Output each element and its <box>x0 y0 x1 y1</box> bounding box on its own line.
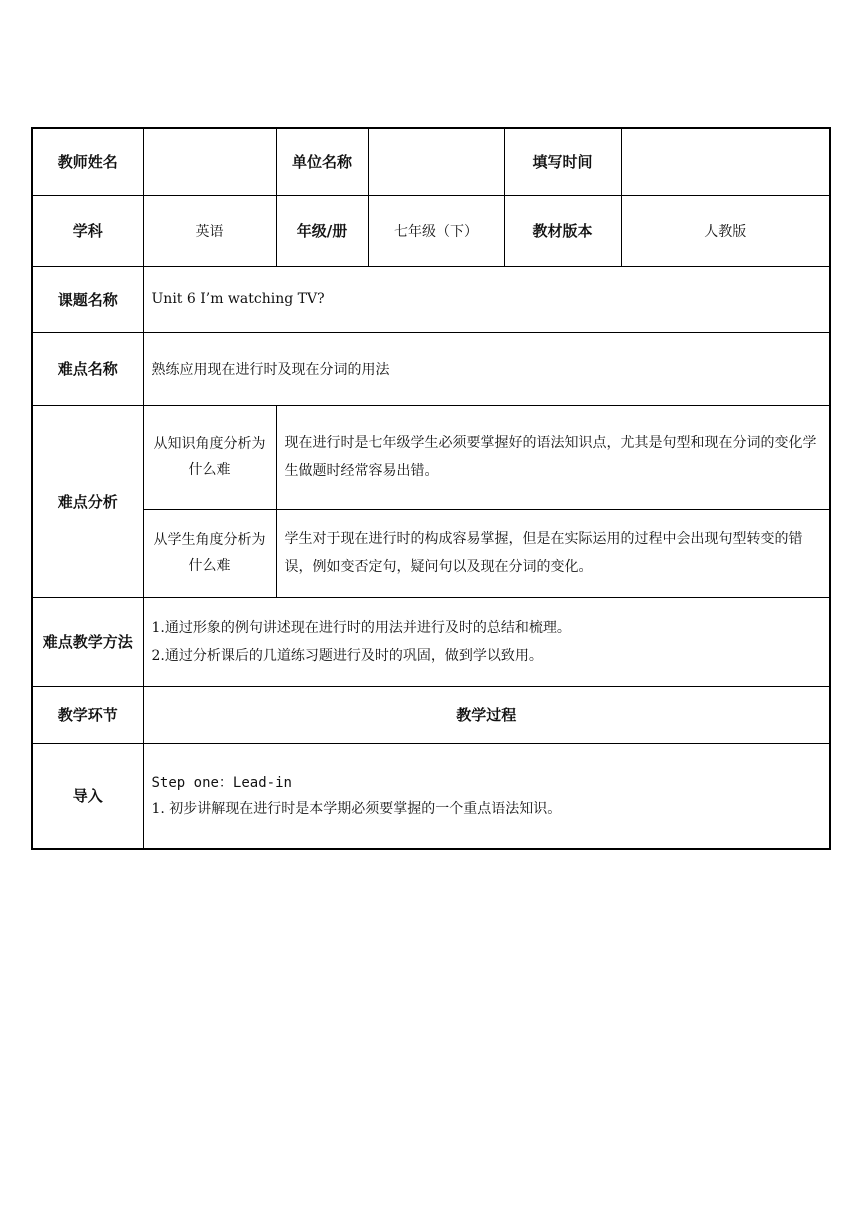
fill-time-label: 填写时间 <box>504 128 621 195</box>
method-cell <box>143 597 830 686</box>
method-label: 难点教学方法 <box>32 597 143 686</box>
textbook-label: 教材版本 <box>504 195 621 266</box>
teacher-name-value <box>143 128 276 195</box>
lesson-plan-table <box>31 127 831 850</box>
student-angle-label: 从学生角度分析为什么难 <box>143 509 276 597</box>
grade-value: 七年级（下） <box>368 195 504 266</box>
difficulty-analysis-label: 难点分析 <box>32 405 143 597</box>
unit-name-label: 单位名称 <box>276 128 368 195</box>
student-angle-value: 学生对于现在进行时的构成容易掌握，但是在实际运用的过程中会出现句型转变的错误，例如变否定句，疑问句以及现在分词的变化。 <box>276 509 830 597</box>
teacher-name-label: 教师姓名 <box>32 128 143 195</box>
intro-line-1: Step one：Lead-in <box>151 774 292 791</box>
knowledge-angle-row <box>32 405 830 509</box>
knowledge-angle-label: 从知识角度分析为什么难 <box>143 405 276 509</box>
unit-name-value <box>368 128 504 195</box>
fill-time-value <box>621 128 830 195</box>
knowledge-angle-value: 现在进行时是七年级学生必须要掌握好的语法知识点，尤其是句型和现在分词的变化学生做题时经常容易出错。 <box>276 405 830 509</box>
subject-row <box>32 195 830 266</box>
stage-header-row <box>32 686 830 743</box>
header-row <box>32 128 830 195</box>
difficulty-name-value: 熟练应用现在进行时及现在分词的用法 <box>143 332 830 405</box>
student-angle-row <box>32 509 830 597</box>
method-row <box>32 597 830 686</box>
textbook-value: 人教版 <box>621 195 830 266</box>
intro-row <box>32 743 830 849</box>
topic-value: Unit 6 I’m watching TV? <box>143 266 830 332</box>
grade-label: 年级/册 <box>276 195 368 266</box>
topic-label: 课题名称 <box>32 266 143 332</box>
difficulty-name-row <box>32 332 830 405</box>
subject-label: 学科 <box>32 195 143 266</box>
intro-cell <box>143 743 830 849</box>
stage-label: 教学环节 <box>32 686 143 743</box>
topic-row <box>32 266 830 332</box>
subject-value: 英语 <box>143 195 276 266</box>
difficulty-name-label: 难点名称 <box>32 332 143 405</box>
method-line-1: 1.通过形象的例句讲述现在进行时的用法并进行及时的总结和梳理。 <box>151 619 571 636</box>
method-line-2: 2.通过分析课后的几道练习题进行及时的巩固，做到学以致用。 <box>151 647 543 664</box>
intro-label: 导入 <box>32 743 143 849</box>
intro-line-2: 1. 初步讲解现在进行时是本学期必须要掌握的一个重点语法知识。 <box>151 800 562 817</box>
process-label: 教学过程 <box>143 686 830 743</box>
